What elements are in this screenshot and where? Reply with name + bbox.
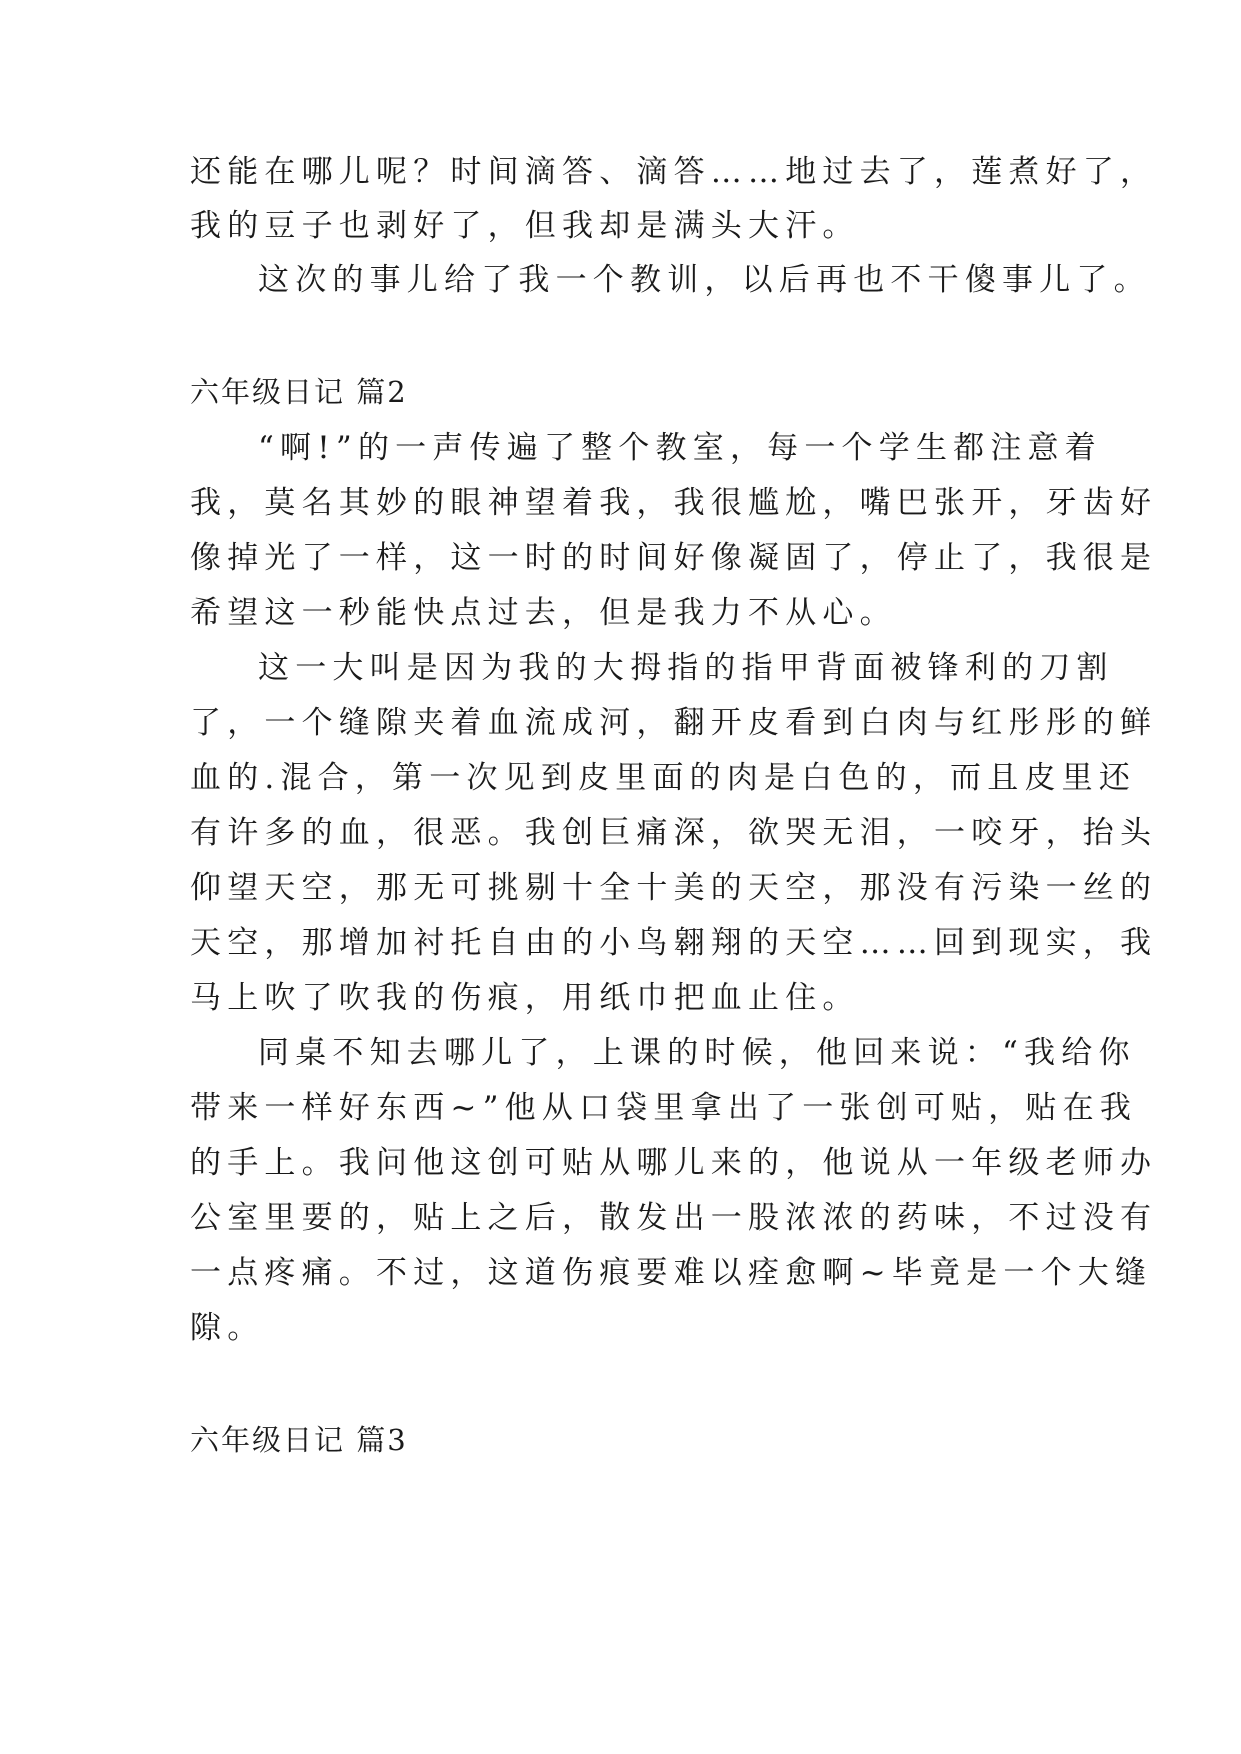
- paragraph-line: 天空，那增加衬托自由的小鸟翱翔的天空……回到现实，我: [190, 925, 1158, 961]
- paragraph-line: 血的.混合，第一次见到皮里面的肉是白色的，而且皮里还: [190, 760, 1137, 796]
- paragraph-line: 同桌不知去哪儿了，上课的时候，他回来说：“我给你: [258, 1035, 1136, 1071]
- paragraph-line: 了，一个缝隙夹着血流成河，翻开皮看到白肉与红彤彤的鲜: [190, 705, 1158, 741]
- paragraph-line: 带来一样好东西~”他从口袋里拿出了一张创可贴，贴在我: [190, 1090, 1138, 1126]
- paragraph-line: 有许多的血，很恶。我创巨痛深，欲哭无泪，一咬牙，抬头: [190, 815, 1158, 851]
- paragraph-line: 像掉光了一样，这一时的时间好像凝固了，停止了，我很是: [190, 540, 1158, 576]
- paragraph-line: 我，莫名其妙的眼神望着我，我很尴尬，嘴巴张开，牙齿好: [190, 485, 1158, 521]
- paragraph-line: 还能在哪儿呢？时间滴答、滴答……地过去了，莲煮好了，: [190, 154, 1158, 190]
- paragraph-line: “啊!”的一声传遍了整个教室，每一个学生都注意着: [258, 430, 1102, 466]
- paragraph-line: 马上吹了吹我的伤痕，用纸巾把血止住。: [190, 980, 860, 1016]
- paragraph-line: 隙。: [190, 1310, 265, 1346]
- section-heading: 六年级日记 篇2: [190, 375, 408, 409]
- paragraph-line: 这次的事儿给了我一个教训，以后再也不干傻事儿了。: [258, 262, 1151, 298]
- paragraph-line: 一点疼痛。不过，这道伤痕要难以痊愈啊~毕竟是一个大缝: [190, 1255, 1153, 1291]
- paragraph-line: 我的豆子也剥好了，但我却是满头大汗。: [190, 208, 860, 244]
- paragraph-line: 仰望天空，那无可挑剔十全十美的天空，那没有污染一丝的: [190, 870, 1158, 906]
- section-heading: 六年级日记 篇3: [190, 1423, 408, 1457]
- paragraph-line: 希望这一秒能快点过去，但是我力不从心。: [190, 595, 897, 631]
- paragraph-line: 这一大叫是因为我的大拇指的指甲背面被锋利的刀割: [258, 650, 1114, 686]
- paragraph-line: 公室里要的，贴上之后，散发出一股浓浓的药味，不过没有: [190, 1200, 1158, 1236]
- paragraph-line: 的手上。我问他这创可贴从哪儿来的，他说从一年级老师办: [190, 1145, 1158, 1181]
